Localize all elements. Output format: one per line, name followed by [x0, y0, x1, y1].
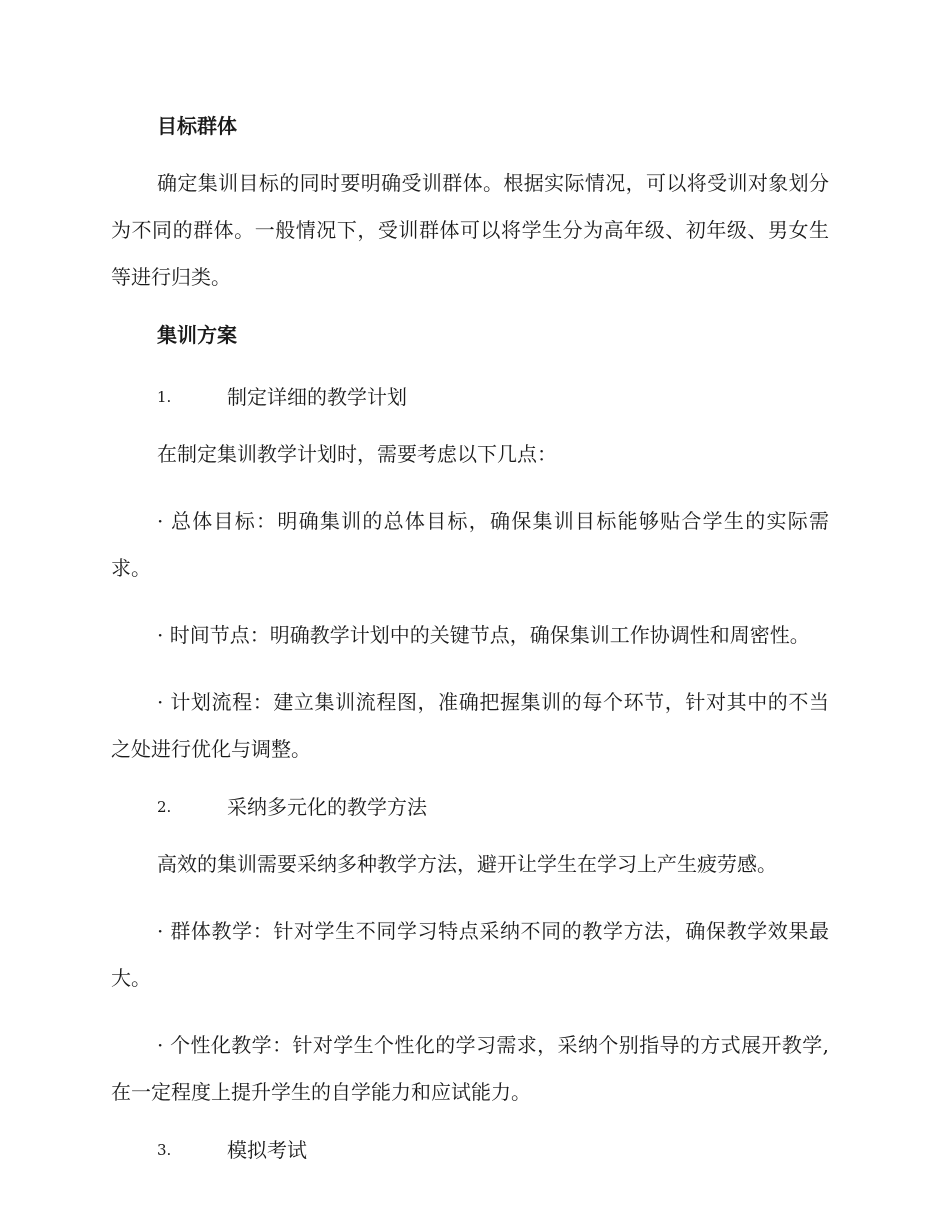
paragraph-target-group: 确定集训目标的同时要明确受训群体。根据实际情况，可以将受训对象划分为不同的群体。一般情况下，受训群体可以将学生分为高年级、初年级、男女生等进行归类。: [111, 171, 829, 289]
bullet-time-nodes: · 时间节点：明确教学计划中的关键节点，确保集训工作协调性和周密性。: [157, 623, 810, 647]
bullet-overall-goal: · 总体目标：明确集训的总体目标，确保集训目标能够贴合学生的实际需求。: [111, 509, 829, 580]
item-title: 模拟考试: [227, 1138, 307, 1162]
item-title: 制定详细的教学计划: [227, 385, 407, 409]
item-number: 2.: [157, 798, 172, 816]
item-title: 采纳多元化的教学方法: [227, 795, 427, 819]
item-number: 3.: [157, 1141, 172, 1159]
numbered-item-3: [157, 1136, 829, 1164]
bullet-individual-teaching: · 个性化教学：针对学生个性化的学习需求，采纳个别指导的方式展开教学, 在一定程度上提升学生的自学能力和应试能力。: [111, 1033, 829, 1104]
bullet-plan-process: · 计划流程：建立集训流程图，准确把握集训的每个环节，针对其中的不当之处进行优化与调整。: [111, 690, 829, 761]
section-heading-training-plan: 集训方案: [157, 323, 237, 347]
paragraph-methods-intro: 高效的集训需要采纳多种教学方法，避开让学生在学习上产生疲劳感。: [157, 852, 777, 876]
document-page: [111, 112, 829, 1164]
numbered-item-1: [157, 383, 829, 411]
bullet-group-teaching: · 群体教学：针对学生不同学习特点采纳不同的教学方法，确保教学效果最大。: [111, 919, 829, 990]
paragraph-plan-intro: 在制定集训教学计划时，需要考虑以下几点：: [157, 442, 557, 466]
item-number: 1.: [157, 388, 172, 406]
section-heading-target-group: 目标群体: [157, 114, 237, 138]
numbered-item-2: [157, 793, 829, 821]
